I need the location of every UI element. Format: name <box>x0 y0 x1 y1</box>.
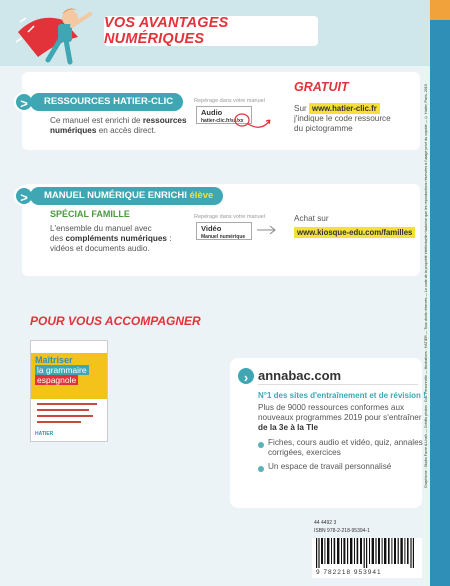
book-cover[interactable] <box>30 340 108 442</box>
highlight-arrow-icon <box>234 110 274 132</box>
book-publisher: HATIER <box>35 431 54 437</box>
book-title-3: espagnole <box>37 375 77 385</box>
hatier-clic-description: Ce manuel est enrichi de ressources numériques en accès direct. <box>50 116 187 135</box>
video-label: Vidéo <box>201 224 222 233</box>
spine-credits: Graphisme : Studio Favre & Lhaïk — Crédits photos : Coll. Personnelle — Illustrations : HATIER — Tous droits réservés — Le code de la propriété intellectuelle n'autorise que les reproductions réservées à l'usage privé du copiste — © Hatier, Paris, 2019 <box>424 84 428 488</box>
book-title-1: Maîtriser <box>35 355 73 365</box>
accompagner-heading: POUR VOUS ACCOMPAGNER <box>30 314 201 328</box>
chevron-right-icon: › <box>236 366 256 386</box>
product-code: 44 4492 3 <box>314 520 337 526</box>
annabac-divider <box>258 384 418 385</box>
hatier-clic-pill: RESSOURCES HATIER-CLIC <box>30 93 183 111</box>
book-title-2: la grammaire <box>37 365 87 375</box>
kiosque-link[interactable]: www.kiosque-edu.com/familles <box>294 227 415 238</box>
bullet-dot-icon <box>258 442 264 448</box>
gratuit-heading: GRATUIT <box>294 80 349 94</box>
page-title: VOS AVANTAGES NUMÉRIQUES <box>104 15 229 47</box>
achat-label: Achat sur <box>294 214 329 223</box>
special-famille-heading: SPÉCIAL FAMILLE <box>50 209 130 219</box>
repere-caption-2: Repérage dans votre manuel <box>194 214 265 220</box>
section-title-box <box>104 16 318 46</box>
repere-caption-1: Repérage dans votre manuel <box>194 98 265 104</box>
manuel-description: L'ensemble du manuel avec des compléments numériques : vidéos et documents audio. <box>50 224 172 253</box>
annabac-body: Plus de 9000 ressources conformes aux nouveaux programmes 2019 pour s'entraîner de la 3e à la Tle <box>258 403 422 432</box>
chevron-right-icon: > <box>14 92 34 112</box>
barcode-digits: 9 782218 953941 <box>316 569 382 576</box>
chevron-right-icon: > <box>14 186 34 206</box>
annabac-bullet-2: Un espace de travail personnalisé <box>268 462 392 471</box>
hatier-clic-link[interactable]: www.hatier-clic.fr <box>309 103 380 114</box>
video-picto <box>196 222 252 240</box>
manuel-numerique-pill: MANUEL NUMÉRIQUE ENRICHI élève <box>30 187 223 205</box>
superhero-illustration <box>8 2 98 72</box>
barcode <box>312 538 422 578</box>
audio-label: Audio <box>201 108 223 117</box>
hatier-clic-instructions: Sur www.hatier-clic.fr j'indique le code ressource du pictogramme <box>294 104 391 133</box>
video-code: Manuel numérique <box>201 234 246 240</box>
audio-code: hatier-clic.fr/ss/xx <box>201 118 244 124</box>
isbn: ISBN 978-2-218-95394-1 <box>314 528 370 534</box>
arrow-right-icon <box>256 224 278 236</box>
annabac-bullet-1: Fiches, cours audio et vidéo, quiz, annales corrigées, exercices <box>268 438 423 457</box>
barcode-icon <box>312 538 422 570</box>
annabac-logo[interactable]: annabac.com <box>258 368 342 383</box>
bullet-dot-icon <box>258 466 264 472</box>
annabac-headline: N°1 des sites d'entraînement et de révision ! <box>258 391 426 400</box>
